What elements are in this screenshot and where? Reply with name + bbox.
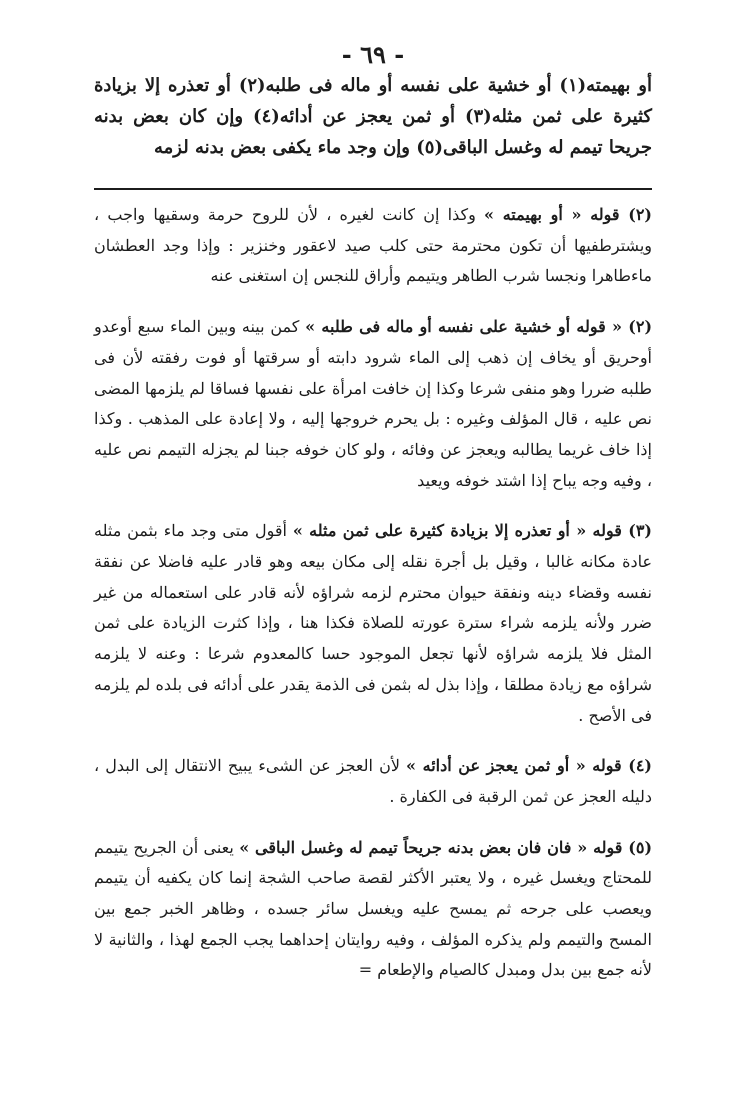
footnote-body: كمن بينه وبين الماء سبع أوعدو أوحريق أو يخاف إن ذهب إلى الماء شرود دابته أو سرقتها أو فوت رفقته لأن فى طلبه ضررا وهو منفى شرعا وكذا إن خافت امرأة على نفسها فساقا لم يلزمها المضى نص عليه ، قال المؤلف وغيره : بل يحرم خروجها إليه ، ولا إعادة على المذهب . وكذا إذا خاف غريما يطالبه ويعجز عن وفائه ، ولو كان خوفه جبنا لم يجزله التيمم نص عليه ، وفيه وجه يباح إذا اشتد خوفه ويعيد — [94, 317, 652, 490]
footnote-separator — [94, 188, 652, 190]
footnote-body: يعنى أن الجريح يتيمم للمحتاج ويغسل غيره ، ولا يعتبر الأكثر لقصة صاحب الشجة إنما كان يكفيه أن يتيمم ويعصب على جرحه ثم يمسح عليه ويغسل سائر جسده ، وظاهر الخبر جمع بين المسح والتيمم ولم يذكره المؤلف ، وفيه روايتان إحداهما يجب الجمع لهذا ، والثانية لا لأنه جمع بين بدل ومبدل كالصيام والإطعام = — [94, 837, 652, 980]
main-text: أو بهيمته(١) أو خشية على نفسه أو ماله فى طلبه(٢) أو تعذره إلا بزيادة كثيرة على ثمن مثله(٣) أو ثمن يعجز عن أدائه(٤) وإن كان بعض بدنه جريحا تيمم له وغسل الباقى(٥) وإن وجد ماء يكفى بعض بدنه لزمه — [94, 75, 652, 158]
footnote-3 — [94, 516, 652, 731]
footnote-body: وكذا إن كانت لغيره ، لأن للروح حرمة وسقيها واجب ، ويشترطفيها أن تكون محترمة حتى كلب صيد لاعقور وخنزير : وإذا وجد العطشان ماءطاهرا ونجسا شرب الطاهر ويتيمم وأراق للنجس إن استغنى عنه — [94, 205, 652, 286]
footnote-2a — [94, 200, 652, 292]
footnote-5 — [94, 833, 652, 987]
footnote-head: (٥) قوله « فان فان بعض بدنه جريحاً تيمم له وغسل الباقى » — [239, 837, 653, 857]
footnote-head: (٤) قوله « أو ثمن يعجز عن أدائه » — [406, 756, 652, 776]
footnote-head: (٣) قوله « أو تعذره إلا بزيادة كثيرة على ثمن مثله » — [292, 521, 652, 541]
footnote-2b — [94, 312, 652, 496]
footnote-body: أقول متى وجد ماء بثمن مثله عادة مكانه غالبا ، وقيل بل أجرة نقله إلى مكان بيعه وهو قادر عليه فاضلا عن نفقة نفسه وقضاء دينه ونفقة حيوان محترم لزمه شراؤه لأنه قادر على استعماله من غير ضرر ولأنه يلزمه شراء سترة عورته للصلاة فكذا هنا ، وإذا كثرت الزيادة على ثمن المثل فلا يلزمه شراؤه لأنها تجعل الموجود حسا كالمعدوم شرعا : وعنه لا يلزمه شراؤه مع زيادة مطلقا ، وإذا بذل له بثمن فى الذمة يقدر على أدائه فى بلده لم يلزمه فى الأصح . — [94, 521, 652, 725]
footnote-head: (٢) « قوله أو خشية على نفسه أو ماله فى طلبه » — [305, 317, 653, 337]
footnote-body: لأن العجز عن الشىء يبيح الانتقال إلى البدل ، دليله العجز عن ثمن الرقبة فى الكفارة . — [94, 756, 652, 806]
footnote-head: (٢) قوله « أو بهيمته » — [484, 205, 652, 224]
footnote-4 — [94, 751, 652, 812]
page-number: - ٦٩ - — [341, 40, 405, 69]
footnotes — [94, 200, 652, 1006]
